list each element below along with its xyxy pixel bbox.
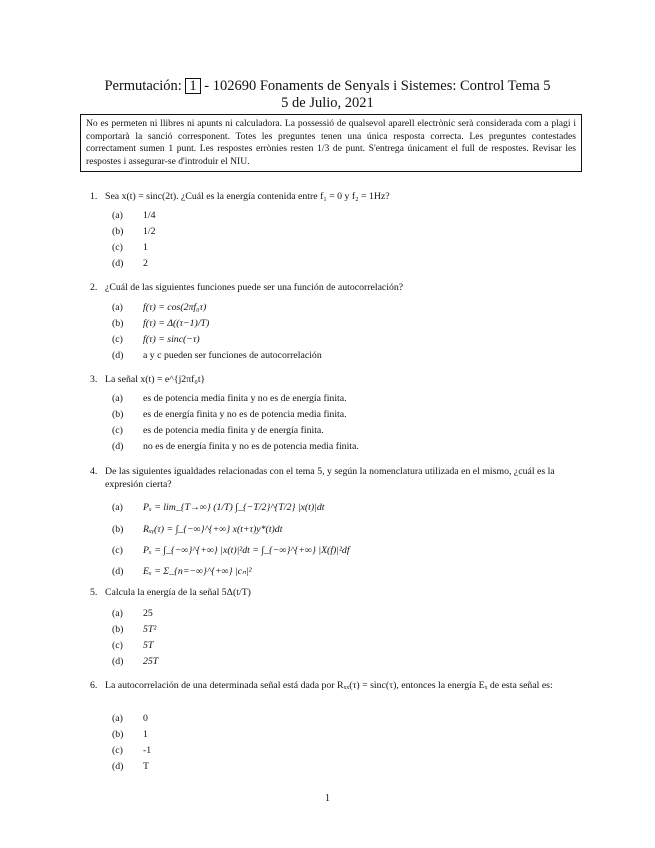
option-label: (d) [112,350,124,361]
option-text: -1 [143,745,152,756]
option-text: f(τ) = sinc(−τ) [143,334,200,345]
option-label: (c) [112,745,123,756]
question-stem: La señal x(t) = e^{j2πf₀t} [105,374,206,385]
option-text: 1 [143,242,148,253]
option-text: Pₓ = ∫_{−∞}^{+∞} |x(t)|²dt = ∫_{−∞}^{+∞} |X(f)|²df [143,545,350,556]
question-1 [90,190,590,203]
option-text: Rₓᵧ(τ) = ∫_{−∞}^{+∞} x(t+τ)y*(t)dt [143,524,283,535]
option-label: (a) [112,608,123,619]
option-label: (b) [112,226,124,237]
option-label: (b) [112,318,124,329]
option-label: (b) [112,409,124,420]
exam-header [0,78,655,112]
option-label: (d) [112,566,124,577]
option-text: 1/4 [143,210,156,221]
option-text: a y c pueden ser funciones de autocorrelación [143,350,322,361]
exam-date: 5 de Julio, 2021 [281,95,374,111]
question-number: 6. [90,680,98,691]
option-text: Pₓ = lim_{T→∞} (1/T) ∫_{−T/2}^{T/2} |x(t)|dt [143,502,325,513]
page-number: 1 [325,793,330,804]
question-stem: De las siguientes igualdades relacionadas con el tema 5, y según la nomenclatura utilizada en el mismo, ¿cuál es la expresión cierta? [105,466,555,490]
question-4 [90,465,590,491]
option-text: Eₓ = Σ_{n=−∞}^{+∞} |cₙ|² [143,566,252,577]
option-text: 25 [143,608,153,619]
question-number: 4. [90,466,98,477]
permutation-number: 1 [185,78,200,94]
question-5 [90,586,590,599]
permutation-label: Permutación: [104,78,182,94]
option-label: (a) [112,713,123,724]
instructions-box: No es permeten ni llibres ni apunts ni calculadora. La possessió de qualsevol aparell electrònic serà considerada com a plagi i comportarà la sanció corresponent. Totes les preguntes tenen una única resposta correcta. Les preguntes contestades correctament sumen 1 punt. Les respostes errònies resten 1/3 de punt. S'entrega únicament el full de respostes. Revisar les respostes i assegurar-se d'introduir el NIU. [80,114,582,172]
question-number: 2. [90,282,98,293]
option-text: 1 [143,729,148,740]
option-text: f(τ) = Δ((τ−1)/T) [143,318,210,329]
option-text: es de potencia media finita y no es de energía finita. [143,393,347,404]
option-label: (b) [112,624,124,635]
option-label: (c) [112,640,123,651]
option-label: (d) [112,441,124,452]
option-label: (d) [112,656,124,667]
question-stem: La autocorrelación de una determinada señal está dada por Rₓₓ(τ) = sinc(τ), entonces la energía Eₓ de esta señal es: [105,680,553,691]
title-line [0,78,655,95]
option-label: (a) [112,393,123,404]
option-label: (a) [112,502,123,513]
question-number: 1. [90,191,98,202]
option-label: (d) [112,761,124,772]
option-label: (c) [112,242,123,253]
question-stem: ¿Cuál de las siguientes funciones puede ser una función de autocorrelación? [105,282,404,293]
option-label: (d) [112,258,124,269]
option-label: (c) [112,334,123,345]
option-text: no es de energía finita y no es de potencia media finita. [143,441,359,452]
question-2 [90,281,590,294]
option-text: es de potencia media finita y de energía finita. [143,425,324,436]
question-stem: Calcula la energía de la señal 5Δ(t/T) [105,587,251,598]
option-label: (c) [112,545,123,556]
option-label: (c) [112,425,123,436]
option-text: 2 [143,258,148,269]
question-stem: Sea x(t) = sinc(2t). ¿Cuál es la energía contenida entre f₁ = 0 y f₂ = 1Hz? [105,191,390,202]
course-title: - 102690 Fonaments de Senyals i Sistemes: Control Tema 5 [204,78,551,94]
option-label: (b) [112,524,124,535]
option-text: 25T [143,656,159,667]
option-text: 0 [143,713,148,724]
option-text: 5T [143,640,154,651]
option-text: T [143,761,149,772]
option-label: (a) [112,302,123,313]
option-text: 1/2 [143,226,156,237]
option-label: (a) [112,210,123,221]
option-text: 5T² [143,624,157,635]
option-text: f(τ) = cos(2πf₀τ) [143,302,207,313]
option-text: es de energía finita y no es de potencia media finita. [143,409,347,420]
question-6 [90,679,590,692]
option-label: (b) [112,729,124,740]
question-3 [90,373,590,386]
question-number: 5. [90,587,98,598]
question-number: 3. [90,374,98,385]
